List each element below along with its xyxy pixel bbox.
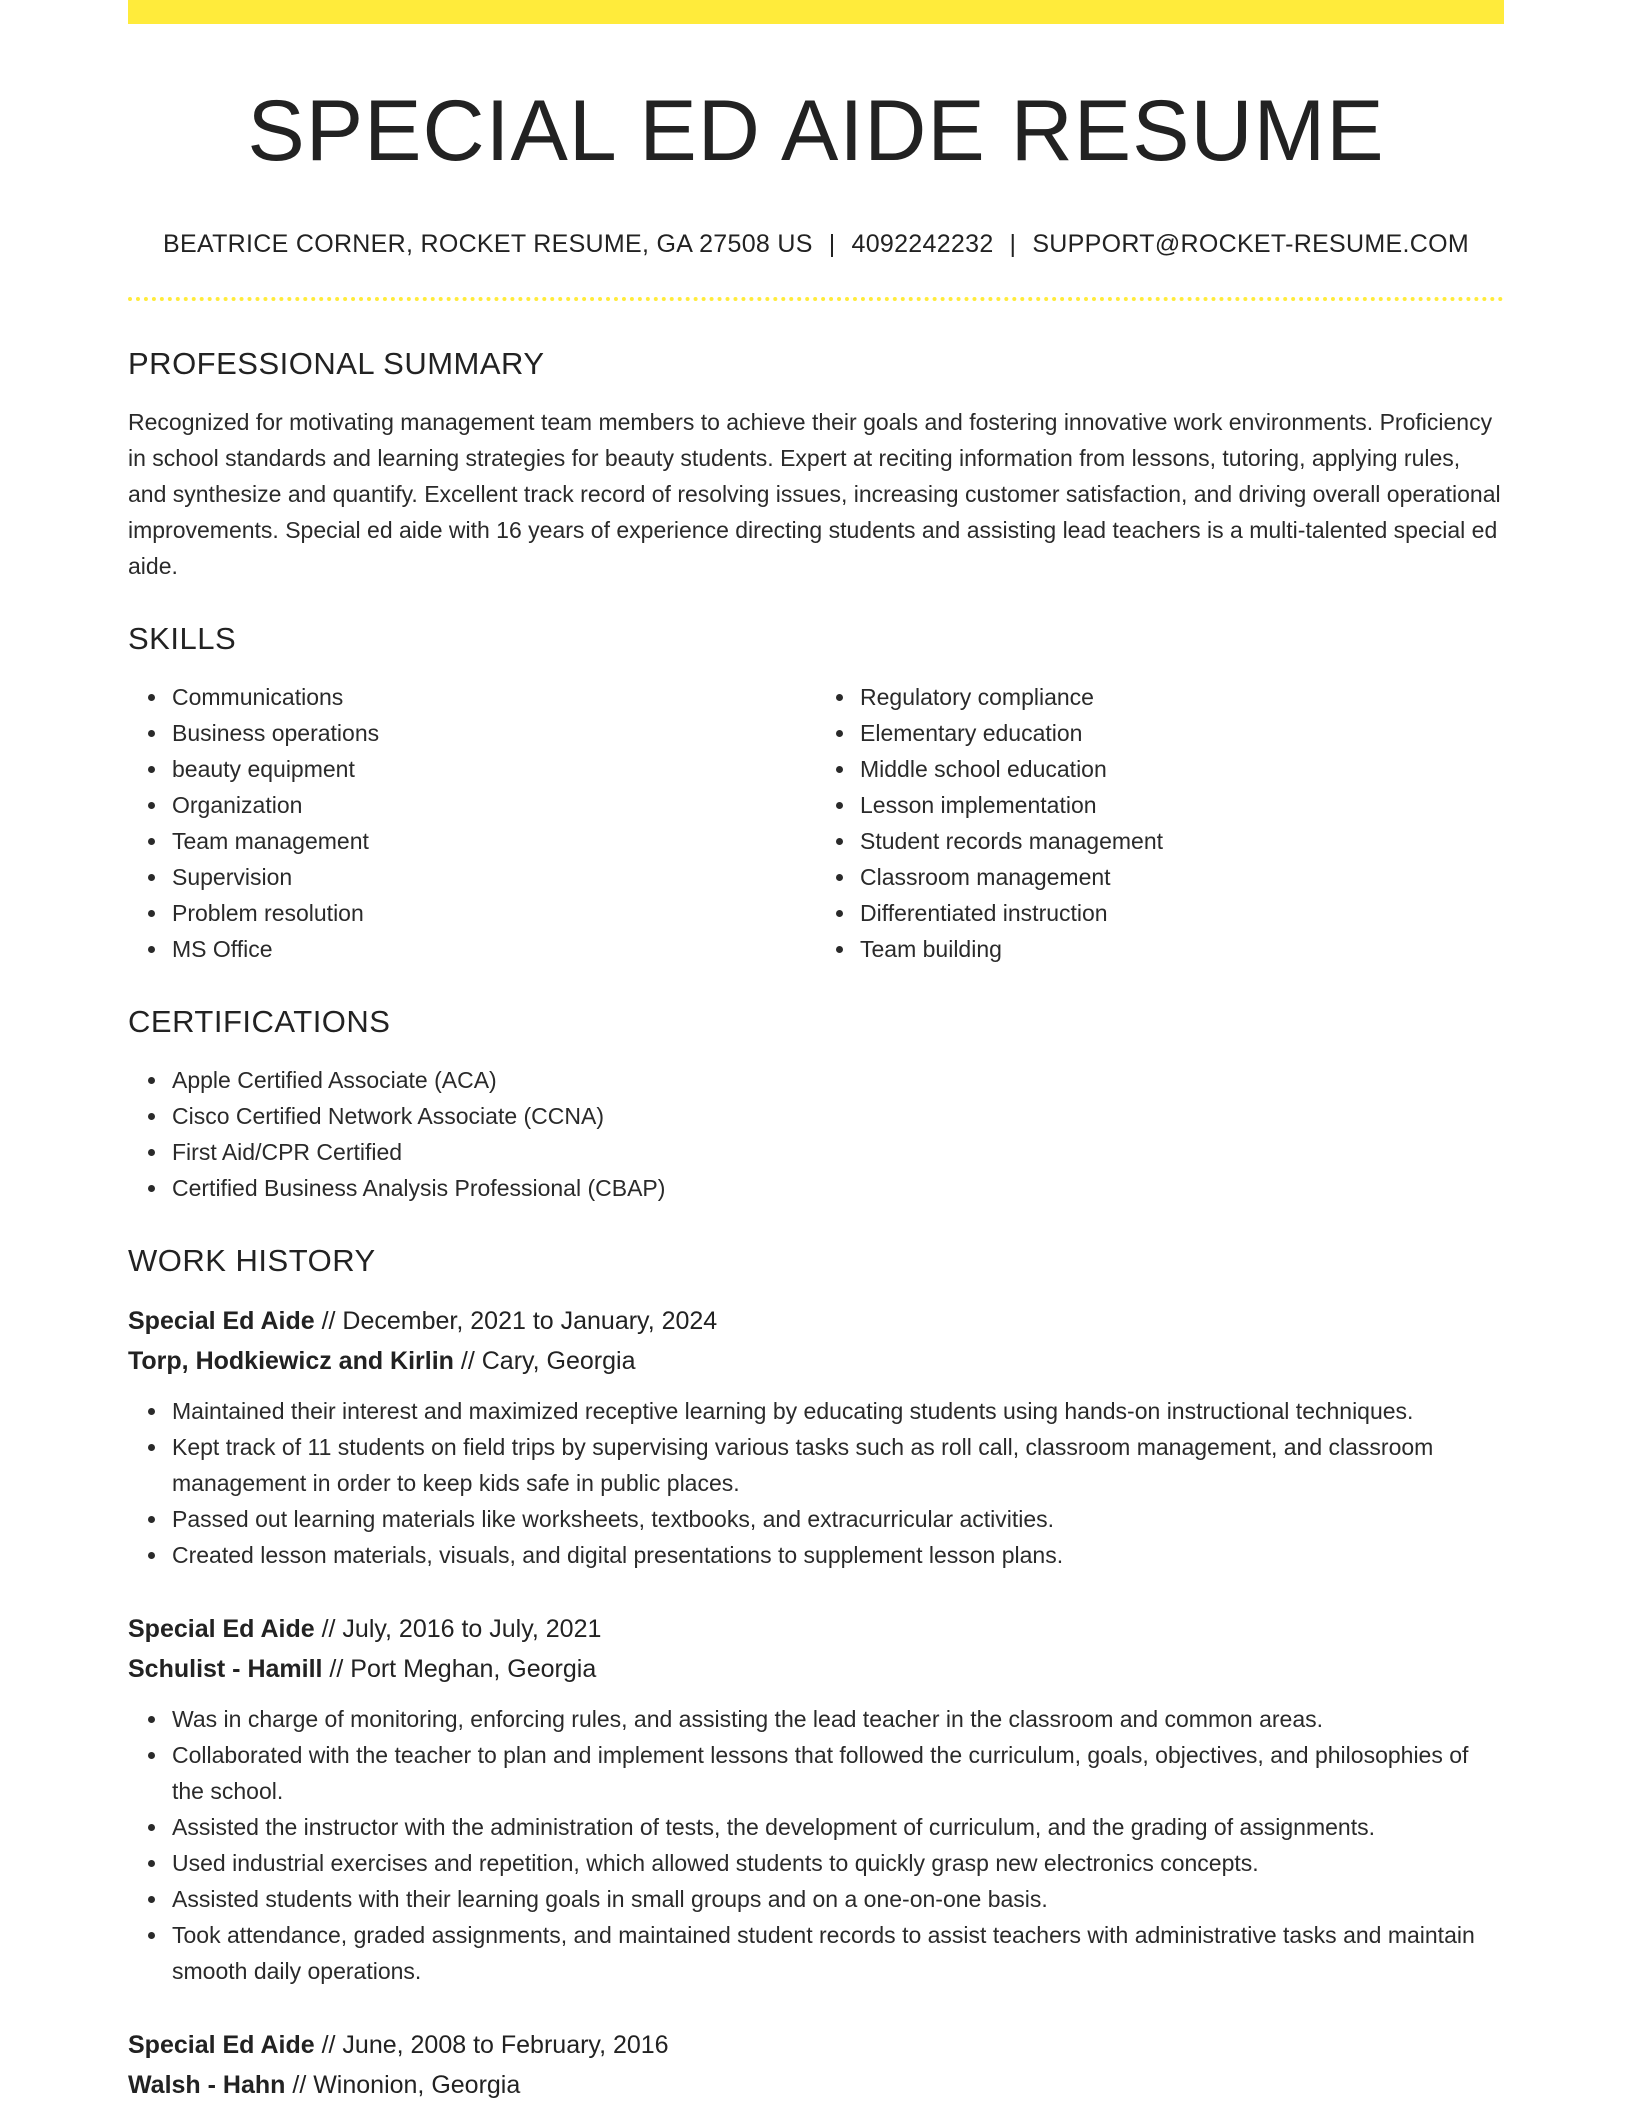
list-item: Student records management <box>860 823 1504 859</box>
summary-text: Recognized for motivating management team members to achieve their goals and fostering innovative work environments. Proficiency in school standards and learning strategies for beauty students. Expert at reciting information from lessons, tutoring, applying rules, and synthesize and quantify. Excellent track record of resolving issues, increasing customer satisfaction, and driving overall operational improvements. Special ed aide with 16 years of experience directing students and assisting lead teachers is a multi-talented special ed aide. <box>128 408 1501 579</box>
list-item: Apple Certified Associate (ACA) <box>172 1062 1504 1098</box>
list-item: Problem resolution <box>172 895 816 931</box>
list-item: Passed out learning materials like worksheets, textbooks, and extracurricular activities. <box>172 1501 1504 1537</box>
job-title: Special Ed Aide <box>128 2031 315 2060</box>
job-duties-list <box>128 1393 1504 1573</box>
job-location: // Winonion, Georgia <box>285 2071 521 2100</box>
skills-list-left <box>128 679 816 967</box>
job-title-line <box>128 2025 1504 2065</box>
job-entry <box>128 1301 1504 1573</box>
list-item: MS Office <box>172 931 816 967</box>
job-title-line <box>128 1301 1504 1341</box>
work-history-heading: WORK HISTORY <box>128 1243 376 1279</box>
certifications-list <box>128 1062 1504 1206</box>
skills-grid <box>128 657 1504 967</box>
list-item: Assisted the instructor with the administration of tests, the development of curriculum, and the grading of assignments. <box>172 1809 1504 1845</box>
summary-heading: PROFESSIONAL SUMMARY <box>128 345 545 381</box>
list-item: Created lesson materials, visuals, and digital presentations to supplement lesson plans. <box>172 1537 1504 1573</box>
list-item: Classroom management <box>860 859 1504 895</box>
list-item: First Aid/CPR Certified <box>172 1134 1504 1170</box>
list-item: Was in charge of monitoring, enforcing rules, and assisting the lead teacher in the classroom and common areas. <box>172 1701 1504 1737</box>
list-item: Kept track of 11 students on field trips by supervising various tasks such as roll call, classroom management, and classroom management in order to keep kids safe in public places. <box>172 1429 1504 1501</box>
certifications-heading: CERTIFICATIONS <box>128 1003 391 1039</box>
contact-address: BEATRICE CORNER, ROCKET RESUME, GA 27508 US <box>163 229 813 258</box>
list-item: Communications <box>172 679 816 715</box>
job-company: Torp, Hodkiewicz and Kirlin <box>128 1347 454 1376</box>
list-item: Assisted students with their learning goals in small groups and on a one-on-one basis. <box>172 1881 1504 1917</box>
list-item: Maintained their interest and maximized receptive learning by educating students using hands-on instructional techniques. <box>172 1393 1504 1429</box>
job-company-line <box>128 2065 1504 2105</box>
skills-heading: SKILLS <box>128 620 237 656</box>
job-dates: // July, 2016 to July, 2021 <box>314 1615 602 1644</box>
list-item: Collaborated with the teacher to plan and implement lessons that followed the curriculum, goals, objectives, and philosophies of the school. <box>172 1737 1504 1809</box>
list-item: Team management <box>172 823 816 859</box>
list-item: Elementary education <box>860 715 1504 751</box>
job-company-line <box>128 1649 1504 1689</box>
job-entry <box>128 1609 1504 1989</box>
resume-page <box>128 0 1504 2105</box>
job-company: Schulist - Hamill <box>128 1655 323 1684</box>
contact-email: SUPPORT@ROCKET-RESUME.COM <box>1032 229 1469 258</box>
list-item: Used industrial exercises and repetition, which allowed students to quickly grasp new electronics concepts. <box>172 1845 1504 1881</box>
job-title: Special Ed Aide <box>128 1307 315 1336</box>
job-company: Walsh - Hahn <box>128 2071 286 2100</box>
list-item: Business operations <box>172 715 816 751</box>
job-title-line <box>128 1609 1504 1649</box>
job-entry <box>128 2025 1504 2105</box>
job-company-line <box>128 1341 1504 1381</box>
list-item: Lesson implementation <box>860 787 1504 823</box>
job-duties-list <box>128 1701 1504 1989</box>
job-location: // Cary, Georgia <box>453 1347 636 1376</box>
job-dates: // June, 2008 to February, 2016 <box>314 2031 669 2060</box>
job-title: Special Ed Aide <box>128 1615 315 1644</box>
list-item: beauty equipment <box>172 751 816 787</box>
list-item: Team building <box>860 931 1504 967</box>
resume-title: SPECIAL ED AIDE RESUME <box>247 83 1385 179</box>
skills-list-right <box>816 679 1504 967</box>
list-item: Supervision <box>172 859 816 895</box>
contact-separator: | <box>1009 229 1017 258</box>
top-accent-bar <box>128 0 1504 24</box>
contact-line <box>128 229 1504 259</box>
dotted-divider <box>128 297 1504 301</box>
list-item: Took attendance, graded assignments, and maintained student records to assist teachers with administrative tasks and maintain smooth daily operations. <box>172 1917 1504 1989</box>
job-dates: // December, 2021 to January, 2024 <box>314 1307 718 1336</box>
list-item: Regulatory compliance <box>860 679 1504 715</box>
job-location: // Port Meghan, Georgia <box>322 1655 597 1684</box>
work-history-list <box>128 1301 1504 2105</box>
list-item: Differentiated instruction <box>860 895 1504 931</box>
contact-separator: | <box>828 229 836 258</box>
contact-phone: 4092242232 <box>851 229 994 258</box>
list-item: Organization <box>172 787 816 823</box>
list-item: Certified Business Analysis Professional (CBAP) <box>172 1170 1504 1206</box>
list-item: Cisco Certified Network Associate (CCNA) <box>172 1098 1504 1134</box>
list-item: Middle school education <box>860 751 1504 787</box>
